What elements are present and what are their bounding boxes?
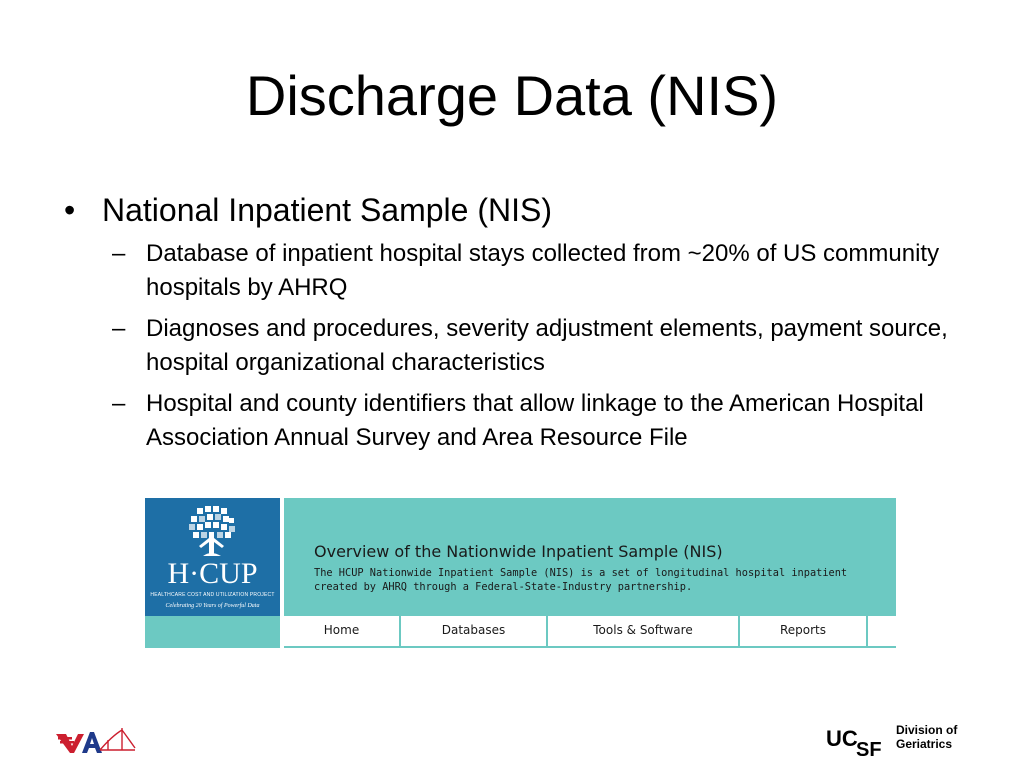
nav-databases[interactable]: Databases [441,623,506,637]
hcup-logo-tagline: Celebrating 20 Years of Powerful Data [165,603,260,609]
sub-bullet-item [112,387,980,455]
dash-marker: – [112,315,126,342]
hcup-nav-bar [284,616,896,648]
division-line: Division of [896,723,958,737]
ucsf-label-sf: SF [856,739,882,758]
bullet-list [60,190,980,462]
bullet-marker: • [64,192,76,228]
hcup-desc-line: The HCUP Nationwide Inpatient Sample (NIS) is a set of longitudinal hospital inpatient [314,567,848,579]
hcup-logo-name: H·CUP [167,557,258,590]
nav-reports[interactable]: Reports [779,623,827,637]
hcup-header-description [314,566,896,594]
hcup-left-strip [145,616,280,648]
sub-bullet-list [112,237,980,455]
nav-tools-software[interactable]: Tools & Software [593,623,693,637]
nav-separator [866,616,868,646]
bullet-item [60,190,980,230]
slide-title: Discharge Data (NIS) [245,64,779,127]
tree-icon [183,504,241,564]
sub-bullet-item [112,237,980,305]
ucsf-logo [826,726,888,758]
sub-bullet-item [112,312,980,380]
dash-marker: – [112,390,126,417]
va-label: VA [56,726,58,727]
division-label [896,723,957,751]
hcup-logo [145,498,280,616]
bullet-text: National Inpatient Sample (NIS) [102,192,552,228]
hcup-header-title: Overview of the Nationwide Inpatient Sample (NIS) [314,542,723,561]
va-logo [56,726,136,754]
hcup-header [284,498,896,616]
hcup-logo-subtitle: HEALTHCARE COST AND UTILIZATION PROJECT [150,592,275,598]
sub-bullet-text: Database of inpatient hospital stays collected from ~20% of US community hospitals by AHRQ [146,240,940,301]
dash-marker: – [112,240,126,267]
nav-home[interactable]: Home [323,623,360,637]
sub-bullet-text: Hospital and county identifiers that allow linkage to the American Hospital Association Annual Survey and Area Resource File [146,390,924,451]
hcup-desc-line: created by AHRQ through a Federal-State-Industry partnership. [314,581,693,593]
ucsf-label-uc: UC [826,726,858,751]
hcup-web-banner [145,498,896,648]
division-line: Geriatrics [896,737,953,751]
sub-bullet-text: Diagnoses and procedures, severity adjustment elements, payment source, hospital organizational characteristics [146,315,948,376]
